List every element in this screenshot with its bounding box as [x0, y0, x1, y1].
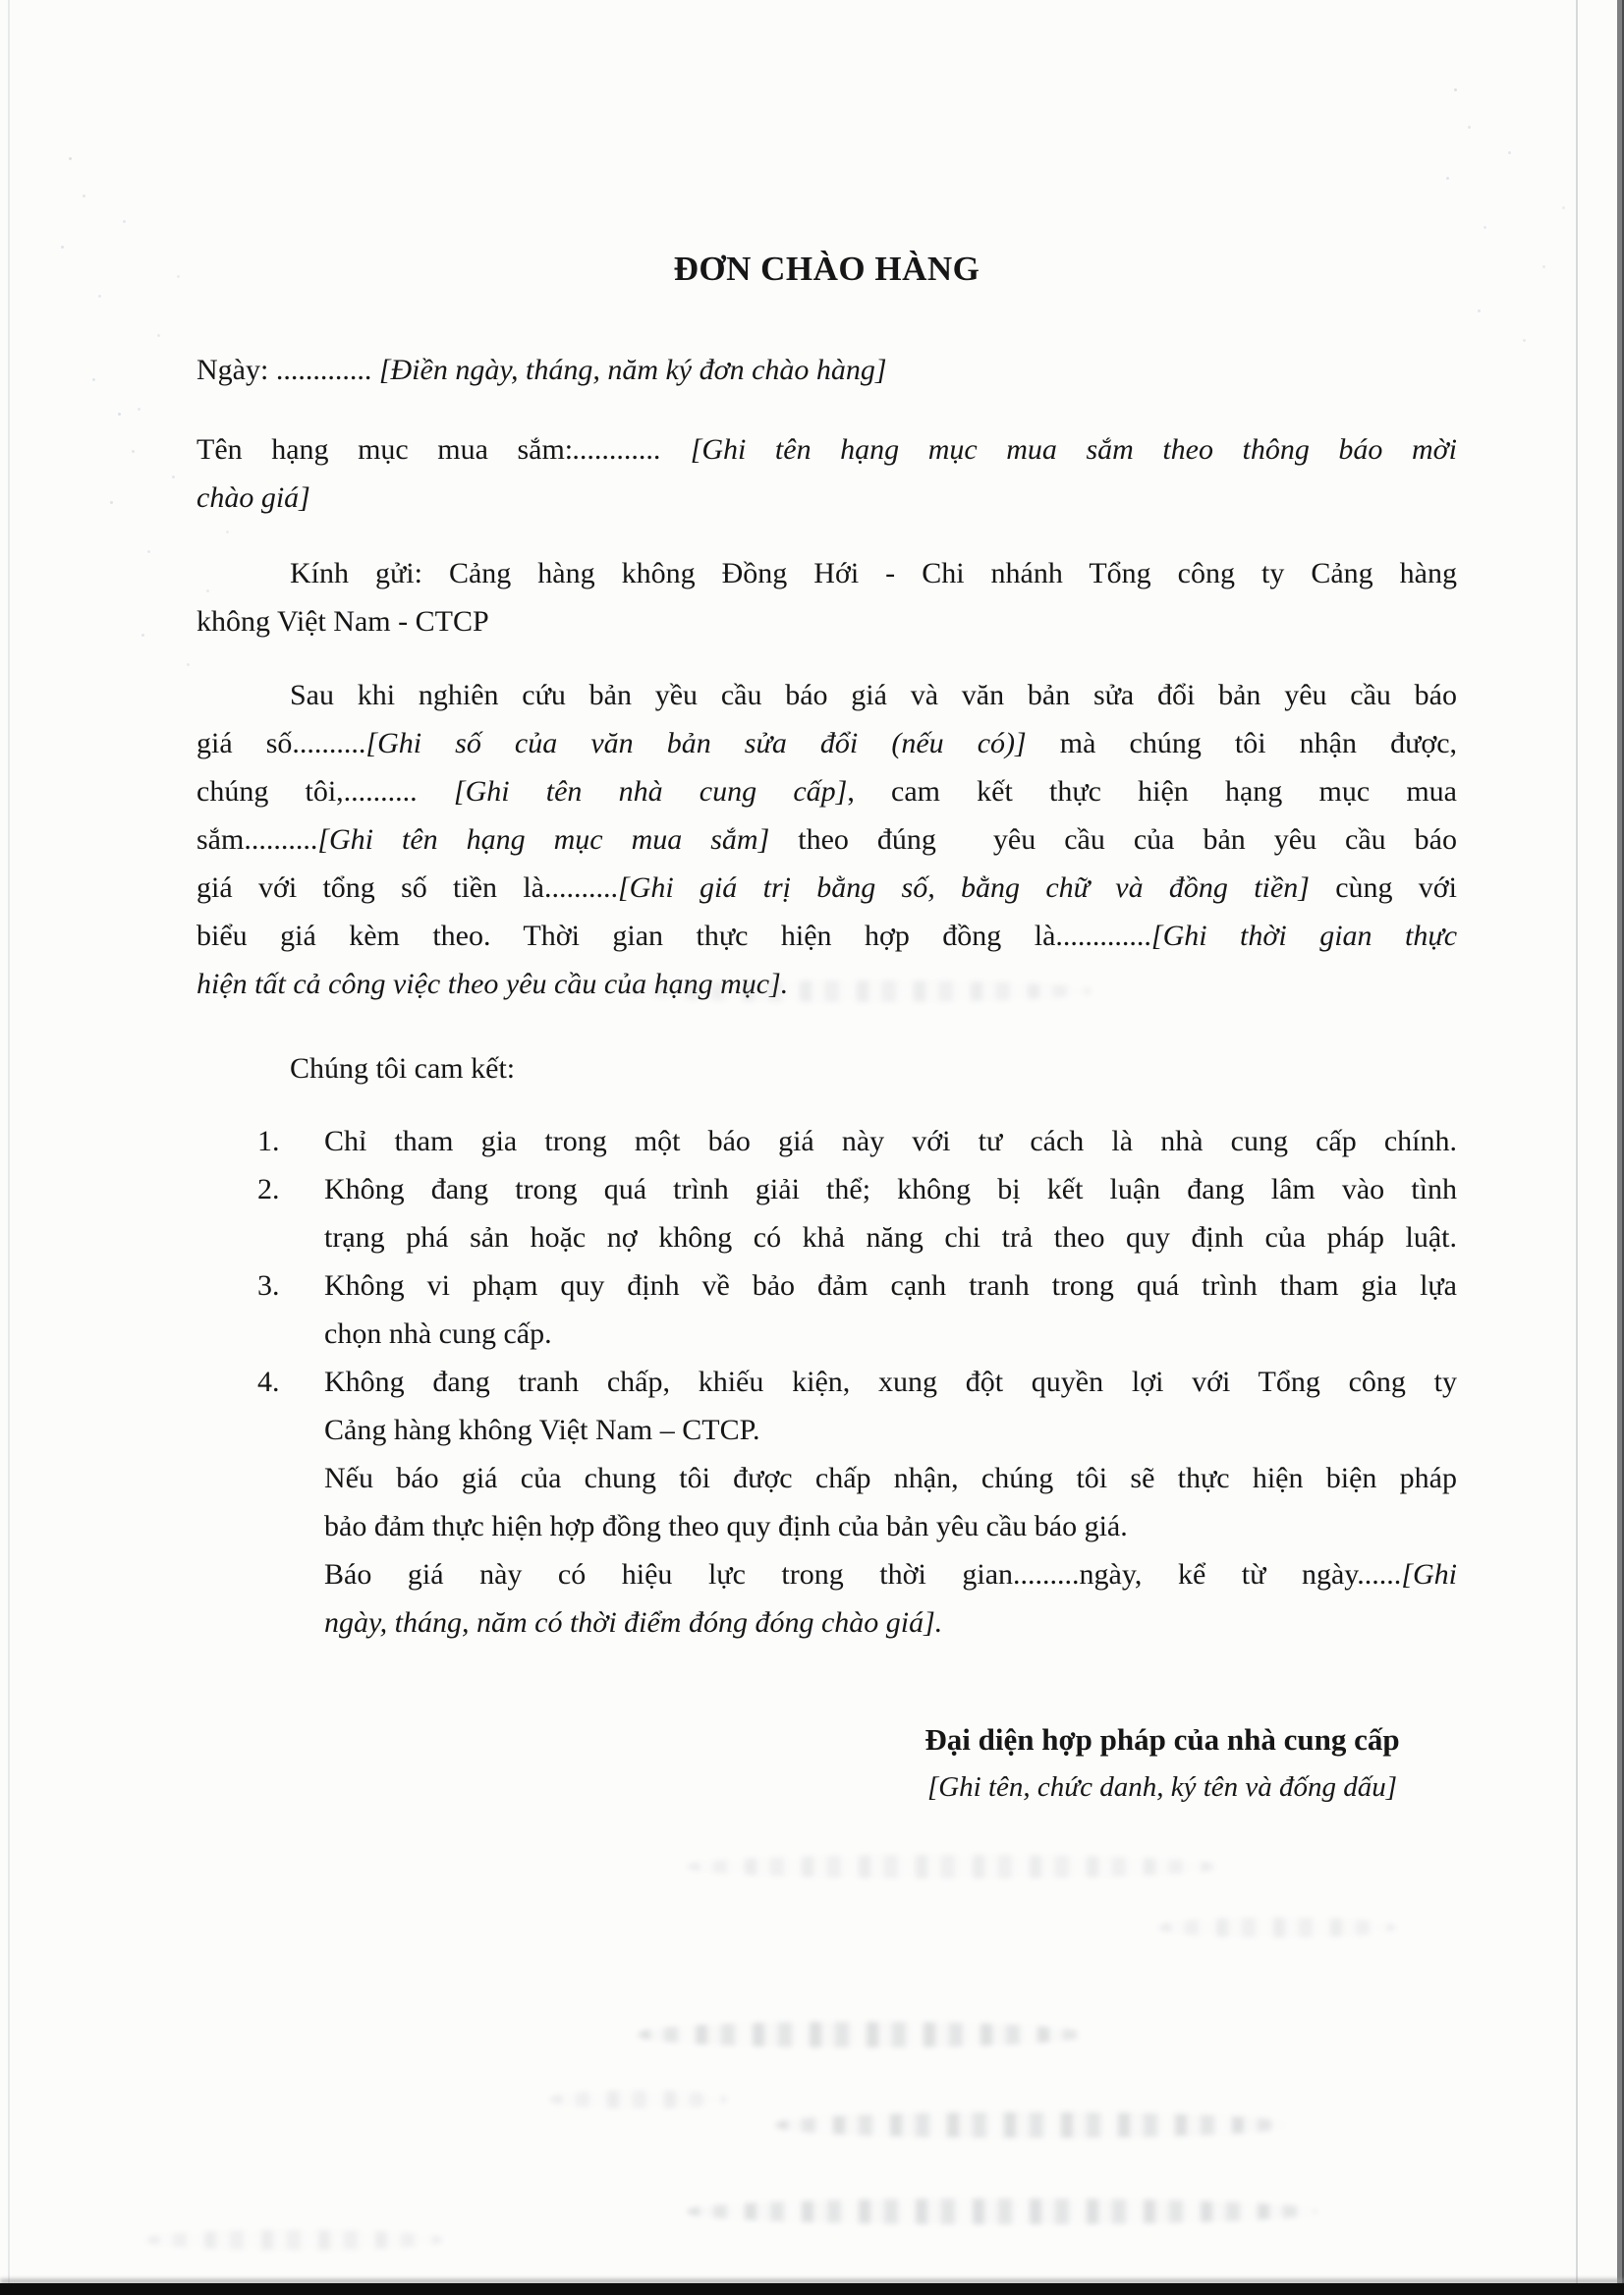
- list-item-number: 2.: [257, 1173, 280, 1205]
- bleedthrough-smudge: [629, 980, 1091, 1002]
- bleedthrough-smudge: [147, 2230, 442, 2250]
- bleedthrough-smudge: [688, 1855, 1218, 1878]
- list-item-number: 3.: [257, 1269, 280, 1302]
- list-item-text: [196, 1165, 1457, 1261]
- text-line: giá với tổng số tiền là..........[Ghi giá trị bằng số, bằng chữ và đồng tiền] cùng với: [196, 871, 1458, 904]
- bleedthrough-smudge: [776, 2112, 1287, 2138]
- text-line: giá số..........[Ghi số của văn bản sửa đổi (nếu có)] mà chúng tôi nhận được,: [196, 727, 1458, 759]
- text-line: Tên hạng mục mua sắm:............ [Ghi tên hạng mục mua sắm theo thông báo mời: [196, 433, 1458, 466]
- scan-edge-line-left: [8, 0, 10, 2295]
- list-item-text: [196, 1261, 1457, 1358]
- text-line: chúng tôi,.......... [Ghi tên nhà cung cấp], cam kết thực hiện hạng mục mua: [196, 775, 1457, 808]
- list-item: [196, 1117, 1457, 1165]
- text-line: Nếu báo giá của chung tôi được chấp nhận, chúng tôi sẽ thực hiện biện pháp: [324, 1462, 1457, 1494]
- bleedthrough-smudge: [1159, 1918, 1395, 1937]
- list-item-text: [196, 1117, 1457, 1165]
- text-line: hiện tất cả công việc theo yêu cầu của hạng mục].: [196, 968, 789, 1000]
- closing-paragraphs: [196, 1454, 1457, 1647]
- text-line: Ngày: ............. [Điền ngày, tháng, năm ký đơn chào hàng]: [196, 354, 887, 386]
- text-line: Kính gửi: Cảng hàng không Đồng Hới - Chi nhánh Tổng công ty Cảng hàng: [290, 557, 1457, 589]
- text-line: Không đang trong quá trình giải thể; không bị kết luận đang lâm vào tình: [324, 1173, 1457, 1205]
- list-item: [196, 1261, 1457, 1358]
- procurement-item-line: [196, 425, 1457, 522]
- text-line: chào giá]: [196, 481, 310, 514]
- date-line: [196, 346, 1457, 394]
- commitment-list: [196, 1117, 1457, 1454]
- commitment-intro: [196, 1044, 1457, 1092]
- text-line: Cảng hàng không Việt Nam – CTCP.: [324, 1414, 760, 1446]
- text-line: Sau khi nghiên cứu bản yều cầu báo giá và văn bản sửa đổi bản yêu cầu báo: [290, 679, 1457, 711]
- text-line: Không vi phạm quy định về bảo đảm cạnh tranh trong quá trình tham gia lựa: [324, 1269, 1457, 1302]
- scanner-bottom-bar: [0, 2283, 1624, 2295]
- bleedthrough-smudge: [550, 2091, 727, 2108]
- text-line: trạng phá sản hoặc nợ không có khả năng chi trả theo quy định của pháp luật.: [324, 1221, 1457, 1254]
- text-line: ngày, tháng, năm có thời điểm đóng đóng chào giá].: [324, 1606, 943, 1639]
- text-line: không Việt Nam - CTCP: [196, 605, 489, 638]
- bleedthrough-smudge: [639, 2022, 1081, 2047]
- list-item-text: [196, 1358, 1457, 1454]
- text-line: bảo đảm thực hiện hợp đồng theo quy định của bản yêu cầu báo giá.: [324, 1510, 1128, 1542]
- list-item: [196, 1165, 1457, 1261]
- scan-speckles: [1454, 88, 1457, 91]
- text-line: sắm..........[Ghi tên hạng mục mua sắm] theo đúng yêu cầu của bản yêu cầu báo: [196, 823, 1457, 856]
- signature-note: [Ghi tên, chức danh, ký tên và đống dấu]: [926, 1771, 1398, 1803]
- text-line: chọn nhà cung cấp.: [324, 1317, 552, 1350]
- scan-edge-line-right-inner: [1576, 0, 1578, 2295]
- signature-title: Đại diện hợp pháp của nhà cung cấp: [924, 1722, 1400, 1757]
- list-item-number: 4.: [257, 1366, 280, 1398]
- salutation-paragraph: [196, 549, 1457, 645]
- bleedthrough-smudge: [688, 2199, 1316, 2224]
- text-line: Báo giá này có hiệu lực trong thời gian.........ngày, kể từ ngày......[Ghi: [324, 1558, 1457, 1591]
- list-item: [196, 1358, 1457, 1454]
- document-content: [196, 0, 1457, 1812]
- list-item-number: 1.: [257, 1125, 280, 1157]
- text-line: Không đang tranh chấp, khiếu kiện, xung đột quyền lợi với Tổng công ty: [324, 1366, 1457, 1398]
- main-paragraph: [196, 671, 1457, 1008]
- text-line: Chúng tôi cam kết:: [290, 1052, 516, 1085]
- signature-block: [868, 1715, 1457, 1812]
- document-title: ĐƠN CHÀO HÀNG: [673, 250, 980, 288]
- text-line: biểu giá kèm theo. Thời gian thực hiện hợp đồng là.............[Ghi thời gian thực: [196, 920, 1458, 952]
- text-line: Chỉ tham gia trong một báo giá này với tư cách là nhà cung cấp chính.: [324, 1125, 1457, 1157]
- scan-speckles: [118, 413, 121, 416]
- scan-speckles: [69, 157, 72, 160]
